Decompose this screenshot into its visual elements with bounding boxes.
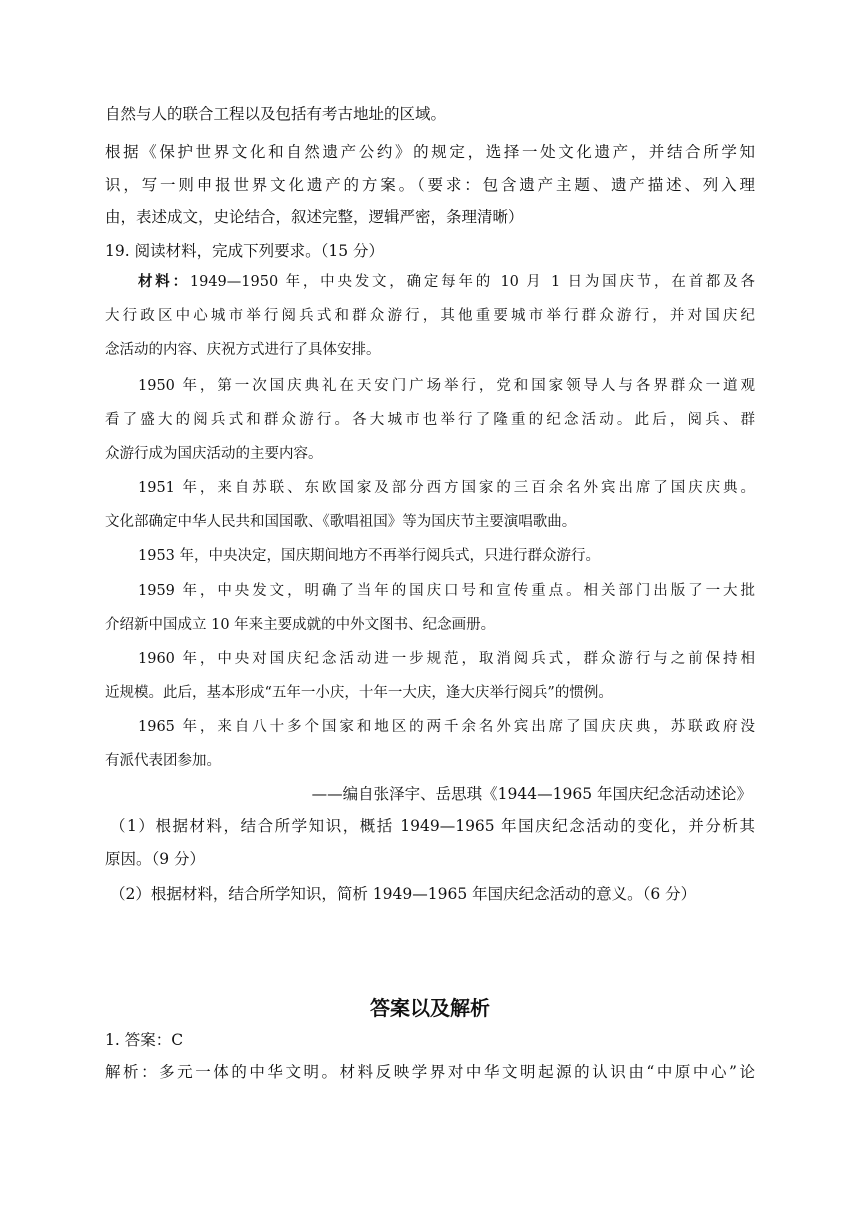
material-paragraph-line: 1953 年，中央决定，国庆期间地方不再举行阅兵式，只进行群众游行。 [138,548,601,564]
sub-question-2: （2）根据材料，结合所学知识，简析 1949—1965 年国庆纪念活动的意义。（6 分） [110,885,697,903]
material-paragraph-line: 1950 年，第一次国庆典礼在天安门广场举行，党和国家领导人与各界群众一道观 [138,378,755,394]
material-paragraph-line: 念活动的内容、庆祝方式进行了具体安排。 [105,342,381,358]
q18-text-line: 识，写一则申报世界文化遗产的方案。（要求：包含遗产主题、遗产描述、列入理 [105,176,755,194]
material-text: 1949—1950 年，中央发文，确定每年的 10 月 1 日为国庆节，在首都及各 [189,274,755,290]
material-paragraph-line: 1959 年，中央发文，明确了当年的国庆口号和宣传重点。相关部门出版了一大批 [138,583,755,599]
answer-1: 1. 答案：C [105,1031,184,1049]
material-paragraph-line: 1951 年，来自苏联、东欧国家及部分西方国家的三百余名外宾出席了国庆庆典。 [138,480,755,496]
material-source: ——编自张泽宇、岳思琪《1944—1965 年国庆纪念活动述论》 [311,785,752,803]
sub-question-1-cont: 原因。（9 分） [105,850,206,868]
question-19-heading: 19. 阅读材料，完成下列要求。（15 分） [105,242,384,260]
material-paragraph-line: 看了盛大的阅兵式和群众游行。各大城市也举行了隆重的纪念活动。此后，阅兵、群 [105,412,755,428]
material-paragraph-line: 文化部确定中华人民共和国国歌、《歌唱祖国》等为国庆节主要演唱歌曲。 [105,514,577,530]
material-paragraph-line: 近规模。此后，基本形成“五年一小庆，十年一大庆，逢大庆举行阅兵”的惯例。 [105,685,613,701]
material-paragraph-line [138,271,755,293]
q18-text-line: 由，表述成文，史论结合，叙述完整，逻辑严密，条理清晰） [105,208,524,226]
material-label: 材料： [138,273,190,290]
answers-title: 答案以及解析 [370,996,490,1020]
material-paragraph-line: 1965 年，来自八十多个国家和地区的两千余名外宾出席了国庆庆典，苏联政府没 [138,719,755,735]
q18-text-line: 自然与人的联合工程以及包括有考古地址的区域。 [105,105,447,123]
sub-question-1: （1）根据材料，结合所学知识，概括 1949—1965 年国庆纪念活动的变化，并分析其 [110,817,755,835]
q18-text-line: 根据《保护世界文化和自然遗产公约》的规定，选择一处文化遗产，并结合所学知 [105,143,755,161]
material-paragraph-line: 众游行成为国庆活动的主要内容。 [105,446,323,462]
material-paragraph-line: 介绍新中国成立 10 年来主要成就的中外文图书、纪念画册。 [105,617,496,633]
material-paragraph-line: 有派代表团参加。 [105,753,221,769]
material-paragraph-line: 1960 年，中央对国庆纪念活动进一步规范，取消阅兵式，群众游行与之前保持相 [138,651,755,667]
answer-1-analysis: 解析：多元一体的中华文明。材料反映学界对中华文明起源的认识由“中原中心”论 [105,1063,755,1081]
material-paragraph-line: 大行政区中心城市举行阅兵式和群众游行，其他重要城市举行群众游行，并对国庆纪 [105,308,755,324]
